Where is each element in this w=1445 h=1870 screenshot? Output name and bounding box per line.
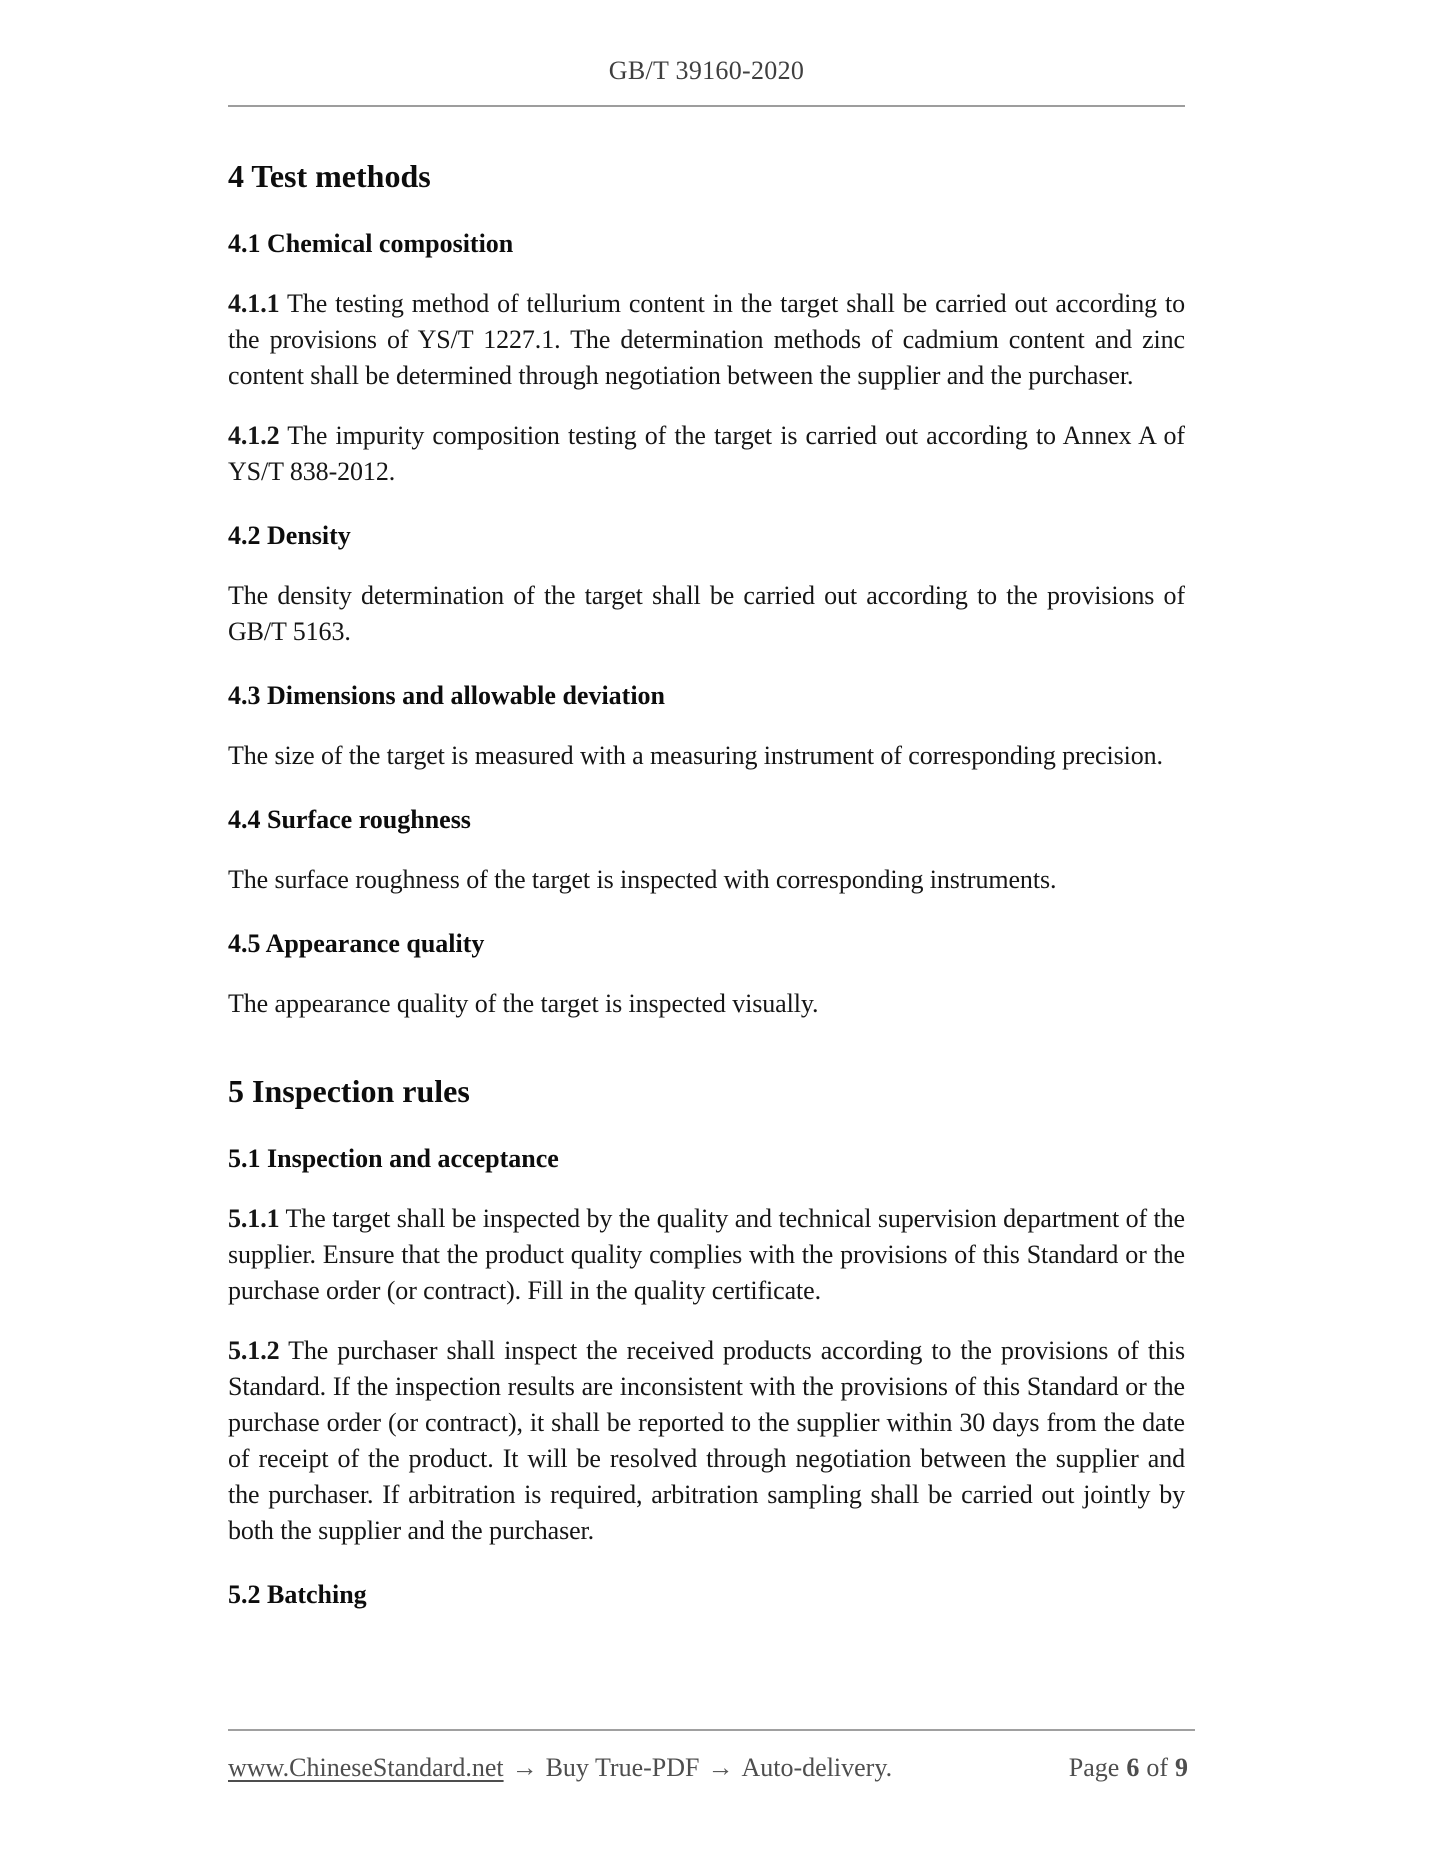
paragraph-4-1-2 <box>228 418 1185 490</box>
clause-text: The impurity composition testing of the target is carried out according to Annex A of YS/T 838-2012. <box>228 421 1185 486</box>
clause-text: The size of the target is measured with a measuring instrument of corresponding precision. <box>228 741 1163 770</box>
page-indicator <box>1069 1751 1195 1785</box>
paragraph-4-3 <box>228 738 1185 774</box>
clause-number: 4.1.1 <box>228 289 280 318</box>
paragraph-5-1-2 <box>228 1333 1185 1549</box>
subsection-heading-4-1: 4.1 Chemical composition <box>228 229 514 258</box>
clause-number: 4.1.2 <box>228 421 280 450</box>
subsection-heading-5-1: 5.1 Inspection and acceptance <box>228 1144 559 1173</box>
running-footer <box>228 1729 1195 1785</box>
clause-text: The density determination of the target shall be carried out according to the provisions of GB/T 5163. <box>228 581 1185 646</box>
page-word: Page <box>1068 1753 1120 1782</box>
auto-delivery-label: Auto-delivery. <box>741 1753 893 1782</box>
clause-text: The testing method of tellurium content in the target shall be carried out according to the provisions of YS/T 1227.1. The determination methods of cadmium content and zinc content shall be determined through negotiation between the supplier and the purchaser. <box>228 289 1185 390</box>
header-rule <box>228 105 1185 107</box>
subsection-heading-5-2: 5.2 Batching <box>228 1580 367 1609</box>
section-heading-4: 4 Test methods <box>228 158 431 194</box>
section-heading-5: 5 Inspection rules <box>228 1073 470 1109</box>
paragraph-4-1-1 <box>228 286 1185 394</box>
clause-text: The purchaser shall inspect the received products according to the provisions of this Standard. If the inspection results are inconsistent with the provisions of this Standard or the purchase order (or contract), it shall be reported to the supplier within 30 days from the date of receipt of the product. It will be resolved through negotiation between the supplier and the purchaser. If arbitration is required, arbitration sampling shall be carried out jointly by both the supplier and the purchaser. <box>228 1336 1185 1545</box>
website-link[interactable]: www.ChineseStandard.net <box>228 1753 504 1782</box>
standard-number: GB/T 39160-2020 <box>608 56 805 85</box>
paragraph-4-5 <box>228 986 1185 1022</box>
subsection-heading-4-4: 4.4 Surface roughness <box>228 805 471 834</box>
buy-pdf-label: Buy True-PDF <box>545 1753 700 1782</box>
current-page-number: 6 <box>1126 1753 1140 1782</box>
subsection-heading-4-3: 4.3 Dimensions and allowable deviation <box>228 681 666 710</box>
footer-left <box>228 1751 892 1785</box>
right-arrow-icon: → <box>707 1753 734 1782</box>
subsection-heading-4-5: 4.5 Appearance quality <box>228 929 485 958</box>
subsection-heading-4-2: 4.2 Density <box>228 521 351 550</box>
total-page-number: 9 <box>1175 1753 1188 1782</box>
paragraph-4-4 <box>228 862 1185 898</box>
clause-text: The surface roughness of the target is inspected with corresponding instruments. <box>228 865 1057 894</box>
clause-text: The appearance quality of the target is inspected visually. <box>228 989 819 1018</box>
clause-text: The target shall be inspected by the quality and technical supervision department of the supplier. Ensure that the product quality complies with the provisions of this Standard or the purchase order (or contract). Fill in the quality certificate. <box>228 1204 1185 1305</box>
right-arrow-icon: → <box>511 1753 538 1782</box>
running-header <box>228 0 1185 88</box>
of-word: of <box>1146 1753 1168 1782</box>
footer-row <box>228 1731 1195 1785</box>
paragraph-4-2 <box>228 578 1185 650</box>
clause-number: 5.1.1 <box>228 1204 280 1233</box>
page-content <box>228 0 1185 1729</box>
paragraph-5-1-1 <box>228 1201 1185 1309</box>
clause-number: 5.1.2 <box>228 1336 280 1365</box>
